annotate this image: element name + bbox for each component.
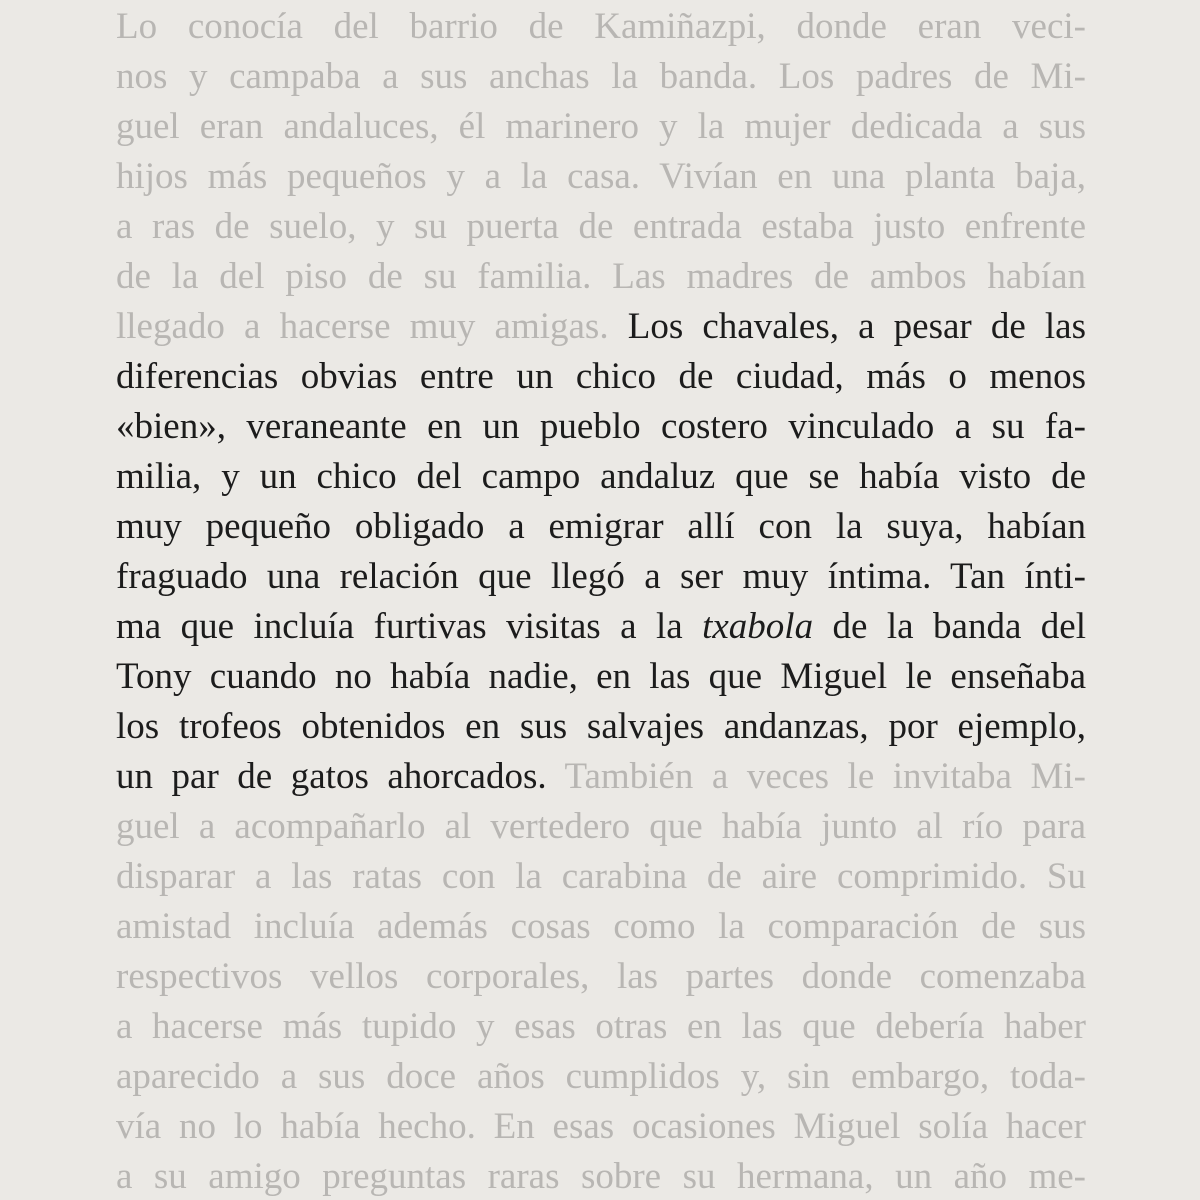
dimmed-text: respectivos vellos corporales, las partes donde comenzaba — [116, 956, 1086, 997]
dimmed-text: de la del piso de su familia. Las madres de ambos habían — [116, 256, 1086, 297]
dimmed-text: vía no lo había hecho. En esas ocasiones Miguel solía hacer — [116, 1106, 1086, 1147]
highlighted-text: los trofeos obtenidos en sus salvajes andanzas, por ejemplo, — [116, 706, 1086, 747]
text-line — [116, 102, 1086, 152]
dimmed-text: nos y campaba a sus anchas la banda. Los padres de Mi- — [116, 56, 1086, 97]
highlighted-text: de la banda del — [813, 606, 1086, 647]
text-line — [116, 152, 1086, 202]
highlighted-text: ma que incluía furtivas visitas a la — [116, 606, 703, 647]
text-line — [116, 452, 1086, 502]
text-line — [116, 602, 1086, 652]
dimmed-text: hijos más pequeños y a la casa. Vivían en una planta baja, — [116, 156, 1086, 197]
dimmed-text: a hacerse más tupido y esas otras en las que debería haber — [116, 1006, 1086, 1047]
text-line — [116, 1152, 1086, 1200]
text-line — [116, 652, 1086, 702]
text-line — [116, 2, 1086, 52]
text-line — [116, 502, 1086, 552]
dimmed-text: llegado a hacerse muy amigas. — [116, 306, 628, 347]
highlighted-text: milia, y un chico del campo andaluz que se había visto de — [116, 456, 1086, 497]
highlighted-text: un par de gatos ahorcados. — [116, 756, 565, 797]
dimmed-text: a su amigo preguntas raras sobre su hermana, un año me- — [116, 1156, 1086, 1197]
dimmed-text: amistad incluía además cosas como la comparación de sus — [116, 906, 1086, 947]
highlighted-text: muy pequeño obligado a emigrar allí con la suya, habían — [116, 506, 1086, 547]
dimmed-text: aparecido a sus doce años cumplidos y, sin embargo, toda- — [116, 1056, 1086, 1097]
text-line — [116, 352, 1086, 402]
text-line — [116, 802, 1086, 852]
highlighted-text: Los chavales, a pesar de las — [627, 306, 1086, 347]
text-line — [116, 52, 1086, 102]
text-line — [116, 402, 1086, 452]
dimmed-text: Lo conocía del barrio de Kamiñazpi, donde eran veci- — [116, 6, 1086, 47]
highlighted-text: «bien», veraneante en un pueblo costero vinculado a su fa- — [116, 406, 1086, 447]
text-line — [116, 202, 1086, 252]
dimmed-text: a ras de suelo, y su puerta de entrada estaba justo enfrente — [116, 206, 1086, 247]
highlighted-text: fraguado una relación que llegó a ser muy íntima. Tan ínti- — [116, 556, 1086, 597]
text-line — [116, 1102, 1086, 1152]
dimmed-text: guel a acompañarlo al vertedero que había junto al río para — [116, 806, 1086, 847]
dimmed-text: guel eran andaluces, él marinero y la mujer dedicada a sus — [116, 106, 1086, 147]
text-line — [116, 252, 1086, 302]
dimmed-text: disparar a las ratas con la carabina de aire comprimido. Su — [116, 856, 1086, 897]
text-line — [116, 302, 1086, 352]
text-line — [116, 752, 1086, 802]
highlighted-text: txabola — [702, 606, 814, 647]
highlighted-text: diferencias obvias entre un chico de ciudad, más o menos — [116, 356, 1086, 397]
text-line — [116, 852, 1086, 902]
text-line — [116, 1002, 1086, 1052]
text-line — [116, 952, 1086, 1002]
dimmed-text: También a veces le invitaba Mi- — [564, 756, 1086, 797]
text-line — [116, 1052, 1086, 1102]
text-line — [116, 552, 1086, 602]
text-line — [116, 902, 1086, 952]
text-line — [116, 702, 1086, 752]
highlighted-text: Tony cuando no había nadie, en las que Miguel le enseñaba — [116, 656, 1086, 697]
